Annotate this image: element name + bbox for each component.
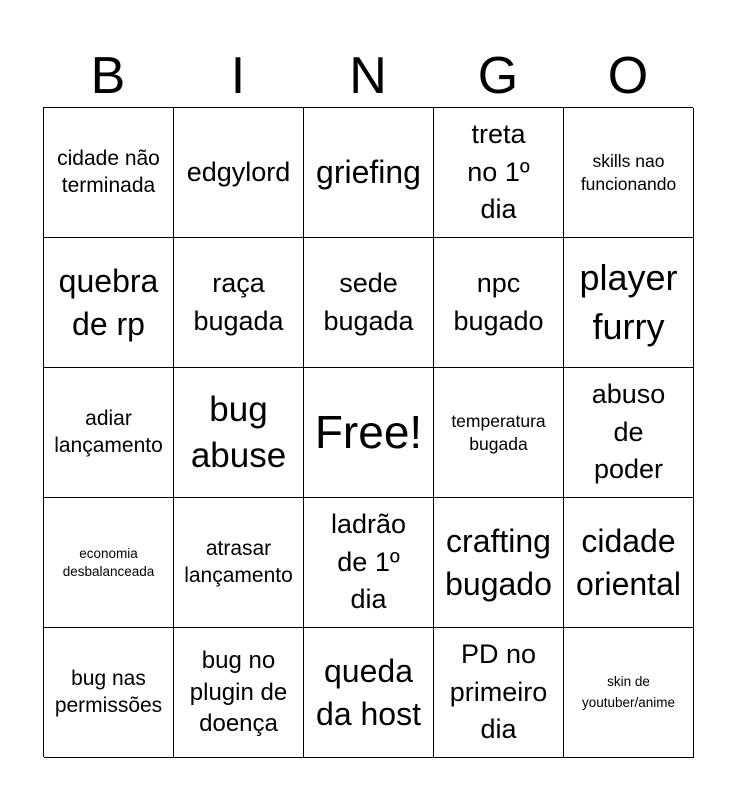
cell-text: treta no 1º dia [467,118,530,225]
bingo-header [43,46,693,106]
bingo-cell[interactable] [44,238,174,368]
cell-text: edgylord [186,156,291,187]
bingo-cell[interactable] [304,238,434,368]
cell-text: sede bugada [323,267,414,336]
bingo-cell[interactable] [44,628,174,758]
bingo-cell[interactable] [564,628,694,758]
cell-text: ladrão de 1º dia [330,508,407,615]
bingo-cell[interactable] [304,498,434,628]
bingo-cell[interactable] [44,368,174,498]
cell-text: bug no plugin de doença [189,646,288,738]
bingo-cell[interactable] [434,628,564,758]
bingo-cell[interactable] [174,238,304,368]
cell-text: cidade oriental [576,523,681,602]
header-letter-g: G [477,47,519,105]
bingo-cell[interactable] [304,628,434,758]
free-space-label: Free! [314,405,423,458]
bingo-cell[interactable] [174,498,304,628]
bingo-cell[interactable] [564,238,694,368]
bingo-board [43,107,693,757]
bingo-cell[interactable] [174,628,304,758]
free-space-cell[interactable] [304,368,434,498]
bingo-cell[interactable] [564,498,694,628]
cell-text: adiar lançamento [54,407,163,457]
bingo-cell[interactable] [44,498,174,628]
bingo-cell[interactable] [564,108,694,238]
cell-text: skin de youtuber/anime [581,674,676,710]
cell-text: quebra de rp [58,263,159,342]
bingo-cell[interactable] [174,108,304,238]
bingo-cell[interactable] [434,238,564,368]
header-letter-i: I [230,47,246,105]
cell-text: PD no primeiro dia [449,638,548,745]
cell-text: griefing [316,154,421,191]
header-letter-b: B [90,47,126,105]
cell-text: bug nas permissões [54,667,163,717]
cell-text: bug abuse [190,390,287,475]
cell-text: atrasar lançamento [184,537,293,587]
bingo-cell[interactable] [174,368,304,498]
cell-text: temperatura bugada [451,410,546,454]
cell-text: player furry [579,256,678,347]
cell-text: abuso de poder [591,378,666,485]
bingo-cell[interactable] [44,108,174,238]
bingo-cell[interactable] [434,498,564,628]
cell-text: queda da host [316,653,421,732]
header-letter-o: O [607,47,649,105]
bingo-cell[interactable] [434,108,564,238]
cell-text: raça bugada [193,267,284,336]
cell-text: skills nao funcionando [580,150,677,194]
cell-text: cidade não terminada [57,147,160,197]
bingo-cell[interactable] [564,368,694,498]
cell-text: npc bugado [453,267,544,336]
cell-text: economia desbalanceada [62,545,155,579]
bingo-cell[interactable] [304,108,434,238]
bingo-cell[interactable] [434,368,564,498]
cell-text: crafting bugado [445,523,552,602]
header-letter-n: N [349,47,387,105]
